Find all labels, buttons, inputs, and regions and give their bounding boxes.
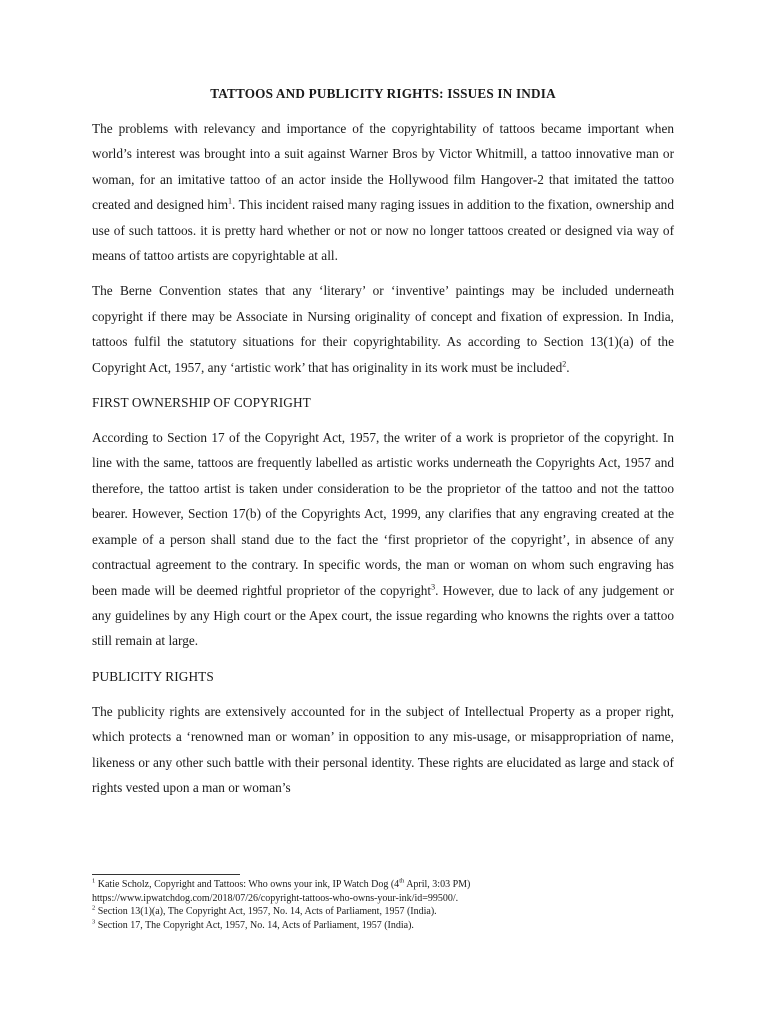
footnote-ref-2[interactable]: 2 [562, 359, 567, 369]
berne-text-part1: The Berne Convention states that any ‘literary’ or ‘inventive’ paintings may be included underneath copyright if there may be Associate in Nursing originality of concept and fixation of expression. In India, tattoos fulfil the statutory situations for their copyrightability. As according to Section 13(1)(a) of the Copyright Act, 1957, any ‘artistic work’ that has originality in its work must be included [92, 283, 674, 375]
footnote-1-url[interactable]: https://www.ipwatchdog.com/2018/07/26/copyright-tattoos-who-owns-your-ink/id=99500/. [92, 892, 459, 904]
footnote-marker-3: 3 [92, 918, 96, 926]
footnote-separator [92, 874, 240, 875]
footnote-marker-1: 1 [92, 877, 96, 885]
section-heading-first-ownership: FIRST OWNERSHIP OF COPYRIGHT [92, 395, 311, 411]
document-title: TATTOOS AND PUBLICITY RIGHTS: ISSUES IN INDIA [210, 86, 556, 101]
intro-paragraph [92, 116, 674, 268]
footnotes-area [92, 874, 674, 932]
intro-text-part1: The problems with relevancy and importance of the copyrightability of tattoos became important when world’s interest was brought into a suit against Warner Bros by Victor Whitmill, a tattoo innovative man or woman, for an imitative tattoo of an actor inside the Hollywood film Hangover-2 that imitated the tattoo created and designed him [92, 121, 674, 213]
footnote-1-text: Katie Scholz, Copyright and Tattoos: Who owns your ink, IP Watch Dog (4 [95, 879, 400, 890]
footnote-marker-2: 2 [92, 904, 96, 912]
footnote-1-text-end: April, 3:03 PM) [404, 879, 471, 890]
footnote-3-text: Section 17, The Copyright Act, 1957, No. 14, Acts of Parliament, 1957 (India). [95, 919, 414, 931]
footnote-1-ordinal: th [399, 877, 405, 885]
intro-text-part2: . This incident raised many raging issues in addition to the fixation, ownership and use of such tattoos. it is pretty hard whether or not or now no longer tattoos created or designed via way of means of tattoo artists are copyrightable at all. [92, 197, 674, 264]
berne-text-part2: . [566, 359, 570, 375]
footnote-ref-1[interactable]: 1 [228, 196, 233, 206]
first-ownership-text-part2: . However, due to lack of any judgement or any guidelines by any High court or the Apex court, the issue regarding who knowns the rights over a tattoo still remain at large. [92, 582, 674, 649]
first-ownership-paragraph [92, 425, 674, 654]
footnote-2 [92, 905, 674, 919]
publicity-rights-paragraph: The publicity rights are extensively accounted for in the subject of Intellectual Property as a proper right, which protects a ‘renowned man or woman’ in opposition to any mis-usage, or misappropriation of name, likeness or any other such battle with their personal identity. These rights are elucidated as large and stack of rights vested upon a man or woman’s [92, 703, 674, 795]
footnote-1 [92, 878, 674, 905]
section-heading-publicity-rights: PUBLICITY RIGHTS [92, 668, 214, 684]
footnote-ref-3[interactable]: 3 [431, 582, 436, 592]
footnote-2-text: Section 13(1)(a), The Copyright Act, 1957, No. 14, Acts of Parliament, 1957 (India). [95, 906, 437, 917]
berne-paragraph [92, 278, 674, 380]
document-body [92, 84, 674, 810]
footnote-3 [92, 919, 674, 933]
first-ownership-text-part1: According to Section 17 of the Copyright Act, 1957, the writer of a work is proprietor of the copyright. In line with the same, tattoos are frequently labelled as artistic works underneath the Copyrights Act, 1957 and therefore, the tattoo artist is taken under consideration to be the proprietor of the tattoo and not the tattoo bearer. However, Section 17(b) of the Copyrights Act, 1999, any clarifies that any engraving created at the example of a person shall stand due to the fact the ‘first proprietor of the copyright’, in absence of any contractual agreement to the contrary. In specific words, the man or woman on whom such engraving has been made will be deemed rightful proprietor of the copyright [92, 430, 674, 598]
